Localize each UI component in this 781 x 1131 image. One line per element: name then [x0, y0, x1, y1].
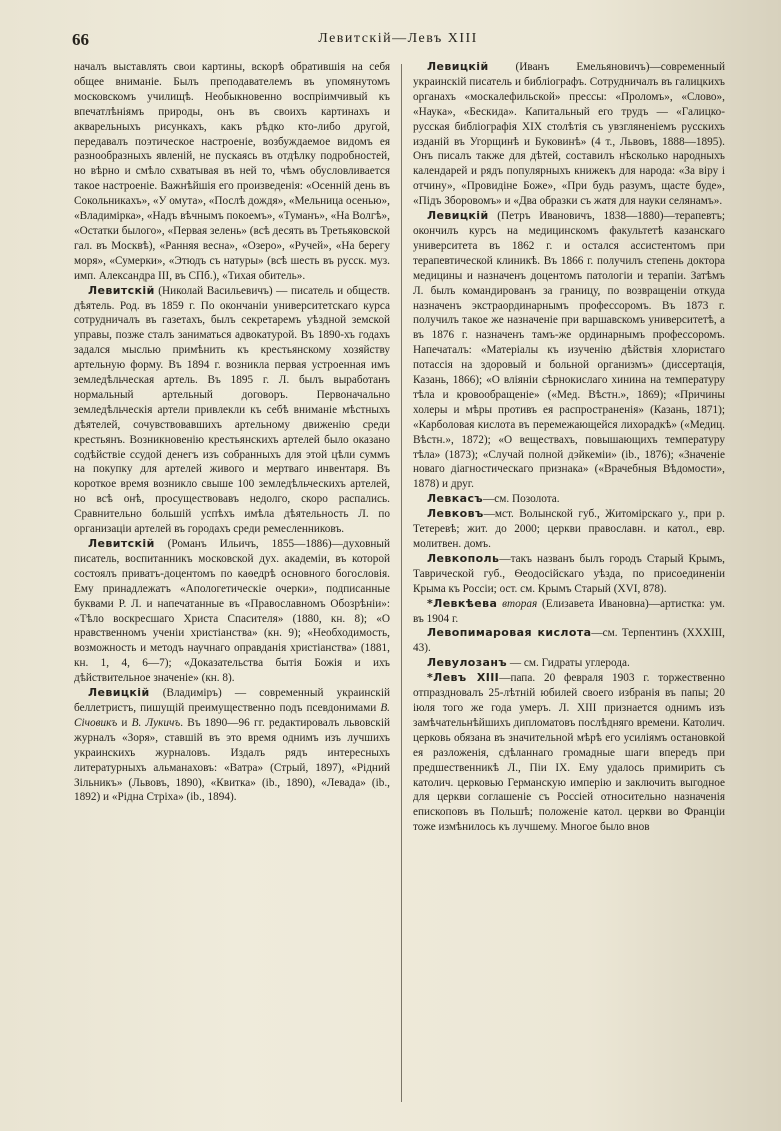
running-title: Левитскій—Левъ XIII	[318, 31, 478, 46]
entry-levkeeva	[413, 597, 725, 627]
entry-levitsky-vladimir	[74, 686, 390, 805]
entry-body: —такъ названъ былъ городъ Старый Крымъ, Таврической губ., Ѳеодосійскаго уѣзда, по присоединеніи Крыма къ Россіи; ост. см. Крымъ Старый (XVI, 878).	[413, 552, 725, 595]
entry-headword: Левулозанъ	[427, 656, 508, 670]
entry-levkopol	[413, 552, 725, 597]
entry-levitsky-nikolai	[74, 284, 390, 537]
entry-levopimaric-acid	[413, 626, 725, 656]
column-divider	[401, 64, 402, 1102]
page-header	[72, 30, 724, 54]
entry-levitsky-petr	[413, 209, 725, 492]
entry-body: —см. Позолота.	[483, 493, 560, 506]
pseudonym-1: В. Січовикъ	[74, 701, 390, 729]
right-column	[413, 60, 725, 835]
entry-body: —см. Терпентинъ (XXXIII, 43).	[413, 627, 725, 655]
entry-levkov	[413, 507, 725, 552]
entry-levulozan	[413, 656, 725, 671]
entry-body: —папа. 20 февраля 1903 г. торжественно отпраздновалъ 25-лѣтній юбилей своего избранія въ папы; 20 іюля того же года умеръ. Л. XIII признается однимъ изъ замѣчательнѣйшихъ дипломатовъ послѣдняго времени. Католич. церковь обязана въ значительной мѣрѣ его усиліямъ остановкой ея разложенія, сдѣланнаго громадные шаги впередъ при предшественникѣ Л., Піи IX. Ему удалось примирить съ католич. церковью Германскую имперію и заключить выгодное для церкви соглашеніе съ Россіей относительно назначенія епископовъ въ Польшѣ; положеніе катол. церкви во Франціи тоже измѣнилось къ лучшему. Многое было внов	[413, 672, 725, 834]
left-column	[74, 60, 390, 805]
entry-levitsky-roman	[74, 537, 390, 686]
entry-leo-xiii	[413, 671, 725, 835]
entry-headword: Левитскій	[88, 283, 155, 297]
entry-body-conjunction: и	[117, 716, 132, 729]
page-number: 66	[72, 30, 89, 49]
entry-continuation: началъ выставлять свои картины, вскорѣ обратившія на себя общее вниманіе. Былъ преподавателемъ въ упомянутомъ московскомъ училищѣ. Необыкновенно воспріимчивый къ впечатлѣніямъ природы, онъ въ своихъ картинахъ и акварельныхъ рисункахъ, какъ рѣдко кто-либо другой, передавалъ поэтическое настроеніе, возбуждаемое видомъ ея разнообразныхъ явленій, не пускаясь въ отдѣлку подробностей, но вѣрно и смѣло схватывая въ ней то, чѣмъ обусловливается такое настроеніе. Важнѣйшія его произведенія: «Осенній день въ Сокольникахъ», «У омута», «Послѣ дождя», «Мельница осенью», «Владимірка», «Надъ вѣчнымъ покоемъ», «Туманъ», «На Волгѣ», «Остатки былого», «Первая зелень» (всѣ десять въ Третьяковской гал. въ Москвѣ), «Ранняя весна», «Озеро», «Ручей», «На берегу моря», «Сумерки», «Этюдъ съ натуры» (всѣ шесть въ русск. муз. имп. Александра III, въ СПб.), «Тихая обитель».	[74, 61, 390, 282]
pseudonym-2: В. Лукичъ	[131, 716, 181, 729]
entry-levitsky-ivan	[413, 60, 725, 209]
entry-headword: *Левъ XIII	[427, 671, 500, 685]
entry-body: (Владиміръ) — современный украинскій беллетристъ, пишущій преимущественно подъ псевдонимами	[74, 687, 390, 714]
entry-body: — см. Гидраты углерода.	[507, 657, 630, 670]
entry-headword: Левицкій	[427, 209, 489, 223]
entry-body: —мст. Волынской губ., Житомірскаго у., при р. Тетеревѣ; жит. до 2000; церкви православн. и катол., евр. молитвен. домъ.	[413, 508, 725, 550]
entry-body: (Романъ Ильичъ, 1855—1886)—духовный писатель, воспитанникъ московской дух. академіи, въ которой состоялъ приватъ-доцентомъ по каѳедрѣ основного богословія. Ему принадлежатъ «Апологетическіе очерки», подписанные буквами Р. Л. и напечатанные въ «Православномъ Обозрѣніи»: «Тѣло воскресшаго Христа Спасителя» (1880, кн. 8); «О нравственномъ ученіи христіанства» (кн. 9); «Необходимость, возможность и методъ научнаго оправданія христіанства» (1881, кн. 1, 4, 6—7); «Доказательства бытія Божія и ихъ дѣйствительное значеніе» (кн. 8).	[74, 538, 390, 685]
entry-qualifier: вторая	[497, 597, 538, 610]
entry-headword: Левкополь	[427, 551, 500, 565]
entry-headword: Левицкій	[427, 60, 489, 73]
entry-body: (Николай Васильевичъ) — писатель и обществ. дѣятель. Род. въ 1859 г. По окончаніи университетскаго курса сотрудничалъ въ газетахъ, былъ секретаремъ уѣздной земской управы, позже сталъ заниматься адвокатурой. Въ 1890-хъ годахъ задался мыслью примѣнить къ крестьянскому хозяйству артельную форму. Въ 1894 г. возникла первая устроенная имъ земледѣльческая артель. Въ 1895 г. Л. былъ выработанъ нормальный артельный договоръ. Первоначально земледѣльческія артели привлекли къ себѣ вниманіе мѣстныхъ дѣятелей, сочувствовавшихъ артельному движенію среди крестьянъ. Возникновенію крестьянскихъ артелей было оказано содѣйствіе ссудой денегъ изъ собранныхъ для этой цѣли суммъ на покупку для артелей живого и мертваго инвентаря. Въ короткое время возникло свыше 100 земледѣльческихъ артелей, но всѣ онѣ, просуществовавъ недолго, скоро распались. Сравнительно большій успѣхъ имѣла дѣятельность Л. по организаціи артелей въ городахъ среди ремесленниковъ.	[74, 284, 390, 536]
entry-body: (Елизавета Ивановна)—артистка: ум. въ 1904 г.	[413, 597, 725, 625]
entry-headword: Левкасъ	[427, 492, 484, 506]
entry-levkas	[413, 492, 725, 507]
entry-headword: Левицкій	[88, 686, 150, 700]
entry-body: (Петръ Ивановичъ, 1838—1880)—терапевтъ; окончилъ курсъ на медицинскомъ факультетѣ казанскаго университета въ 1862 г. и остался ассистентомъ при терапевтической клиникѣ. Въ 1866 г. получилъ степень доктора медицины и назначенъ доцентомъ патологіи и терапіи. Затѣмъ Л. былъ командированъ за границу, по возвращеніи откуда назначенъ экстраординарнымъ профессоромъ. Въ 1873 г. получилъ такое же назначеніе при варшавскомъ университетѣ, а въ 1876 г. назначенъ тамъ-же ординарнымъ профессоромъ. Напечаталъ: «Матеріалы къ изученію дѣйствія хлористаго потассія на здоровый и больной организмъ» (диссертація, Казань, 1866); «О вліяніи сѣрнокислаго хинина на температуру тѣла и кровообращеніе» («Мед. Вѣстн.», 1869); «Причины холеры и мѣры противъ ея распространенія» (Казань, 1871); «Карболовая кислота въ перемежающейся лихорадкѣ» («Медиц. Вѣстн.», 1872); «О веществахъ, повышающихъ температуру тѣла» (1873); «Случай полной дэйкеміи» (ib., 1876); «Значеніе новаго діагностическаго признака» («Врачебныя Вѣдомости», 1878) и друг.	[413, 210, 725, 491]
entry-headword: Левковъ	[427, 507, 484, 521]
entry-headword: Левитскій	[88, 537, 155, 550]
entry-headword: *Левкѣева	[427, 596, 498, 610]
entry-headword: Левопимаровая кислота	[427, 626, 592, 640]
entry-body: (Иванъ Емельяновичъ)—современный украинскій писатель и библіографъ. Сотрудничалъ въ галицкихъ органахъ «москалефильской» прессы: «Проломъ», «Слово», «Наука», «Бескида». Капитальный его трудъ — «Галицко-русская библіографія XIX столѣтія съ увзгляненіемъ русскихъ изданій въ Угорщинѣ и Буковинѣ» (4 т., Львовъ, 1888—1895). Онъ писалъ также для дѣтей, составилъ нѣсколько народныхъ календарей и рядъ популярныхъ книжекъ для народа: «За віру і отчину», «Провидіне Боже», «При будь разумъ, щасте буде», «Підъ Зборовомъ» и «Два образки съ жатя для науки селянамъ».	[413, 61, 725, 208]
entry-body: . Въ 1890—96 гг. редактировалъ львовскій журналъ «Зоря», ставшій въ это время однимъ изъ лучшихъ украинскихъ журналовъ. Издалъ рядъ интересныхъ литературныхъ альманаховъ: «Ватра» (Стрый, 1897), «Рідний Зільникъ» (Львовъ, 1890), «Квитка» (ib., 1890), «Левада» (ib., 1892) и «Рідна Стріха» (ib., 1894).	[74, 716, 390, 804]
